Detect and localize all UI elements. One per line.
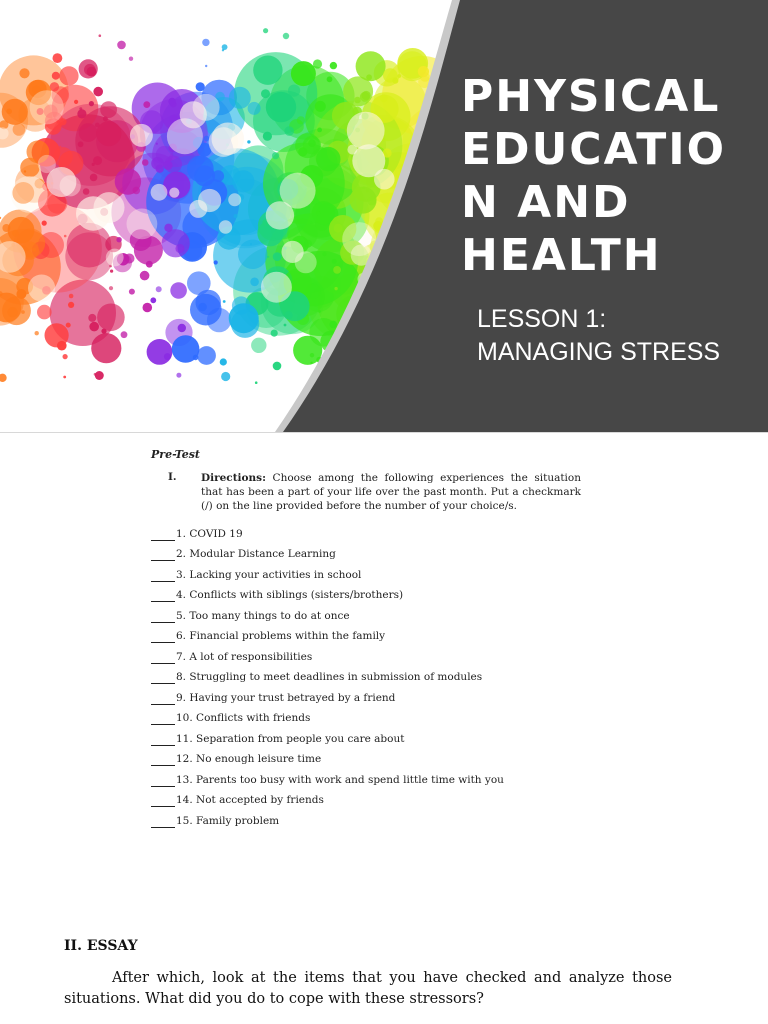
checklist-item <box>151 541 504 562</box>
checklist-item-label: 13. Parents too busy with work and spend little time with you <box>176 773 504 786</box>
checklist-item-label: 3. Lacking your activities in school <box>176 568 362 581</box>
checklist-item-label: 9. Having your trust betrayed by a friend <box>176 691 396 704</box>
checkmark-blank-line[interactable] <box>151 754 175 766</box>
directions-label: Directions: <box>201 472 266 484</box>
checkmark-blank-line[interactable] <box>151 570 175 582</box>
checklist-item-label: 1. COVID 19 <box>176 527 243 540</box>
checkmark-blank-line[interactable] <box>151 775 175 787</box>
checklist-item-label: 7. A lot of responsibilities <box>176 650 313 663</box>
directions-text: Choose among the following experiences the situation that has been a part of your life over the past month. Put a checkmark (/) on the line provided before the number of your choice/s. <box>201 472 581 512</box>
checkmark-blank-line[interactable] <box>151 734 175 746</box>
checkmark-blank-line[interactable] <box>151 611 175 623</box>
checklist-item-label: 5. Too many things to do at once <box>176 609 350 622</box>
checklist-item <box>151 684 504 705</box>
essay-prompt: After which, look at the items that you have checked and analyze those situations. What did you do to cope with these stressors? <box>64 970 672 1007</box>
stressor-checklist <box>151 520 504 828</box>
checkmark-blank-line[interactable] <box>151 529 175 541</box>
checklist-item <box>151 725 504 746</box>
checklist-item <box>151 787 504 808</box>
checklist-item-label: 14. Not accepted by friends <box>176 794 324 806</box>
checklist-item <box>151 746 504 767</box>
checklist-item-label: 12. No enough leisure time <box>176 753 322 765</box>
checklist-item-label: 2. Modular Distance Learning <box>176 548 336 560</box>
pre-test-heading: Pre-Test <box>151 448 201 461</box>
checkmark-blank-line[interactable] <box>151 549 175 561</box>
title-slide <box>0 0 768 432</box>
lesson-subtitle <box>477 303 757 369</box>
checkmark-blank-line[interactable] <box>151 693 175 705</box>
checklist-item <box>151 643 504 664</box>
checklist-item <box>151 582 504 603</box>
checklist-item <box>151 766 504 787</box>
checkmark-blank-line[interactable] <box>151 795 175 807</box>
checklist-item <box>151 520 504 541</box>
checkmark-blank-line[interactable] <box>151 652 175 664</box>
checklist-item-label: 6. Financial problems within the family <box>176 630 386 642</box>
checkmark-blank-line[interactable] <box>151 672 175 684</box>
checklist-item <box>151 623 504 644</box>
section-numeral: I. <box>168 471 177 483</box>
checklist-item-label: 4. Conflicts with siblings (sisters/brothers) <box>176 589 404 601</box>
checkmark-blank-line[interactable] <box>151 631 175 643</box>
checkmark-blank-line[interactable] <box>151 713 175 725</box>
checklist-item <box>151 561 504 582</box>
checklist-item <box>151 705 504 726</box>
directions-paragraph <box>201 471 581 513</box>
checklist-item <box>151 602 504 623</box>
checkmark-blank-line[interactable] <box>151 816 175 828</box>
lesson-topic: MANAGING STRESS <box>477 338 721 366</box>
checkmark-blank-line[interactable] <box>151 590 175 602</box>
checklist-item-label: 11. Separation from people you care about <box>176 732 405 745</box>
checklist-item <box>151 664 504 685</box>
checklist-item <box>151 807 504 828</box>
lesson-number: LESSON 1: <box>477 305 607 333</box>
checklist-item-label: 15. Family problem <box>176 814 280 827</box>
page-divider <box>0 432 768 433</box>
presentation-title: PHYSICAL EDUCATIO N AND HEALTH <box>461 71 727 281</box>
essay-heading: II. ESSAY <box>64 938 138 954</box>
checklist-item-label: 10. Conflicts with friends <box>176 712 311 724</box>
pre-test-section <box>0 440 768 860</box>
checklist-item-label: 8. Struggling to meet deadlines in submission of modules <box>176 671 483 683</box>
